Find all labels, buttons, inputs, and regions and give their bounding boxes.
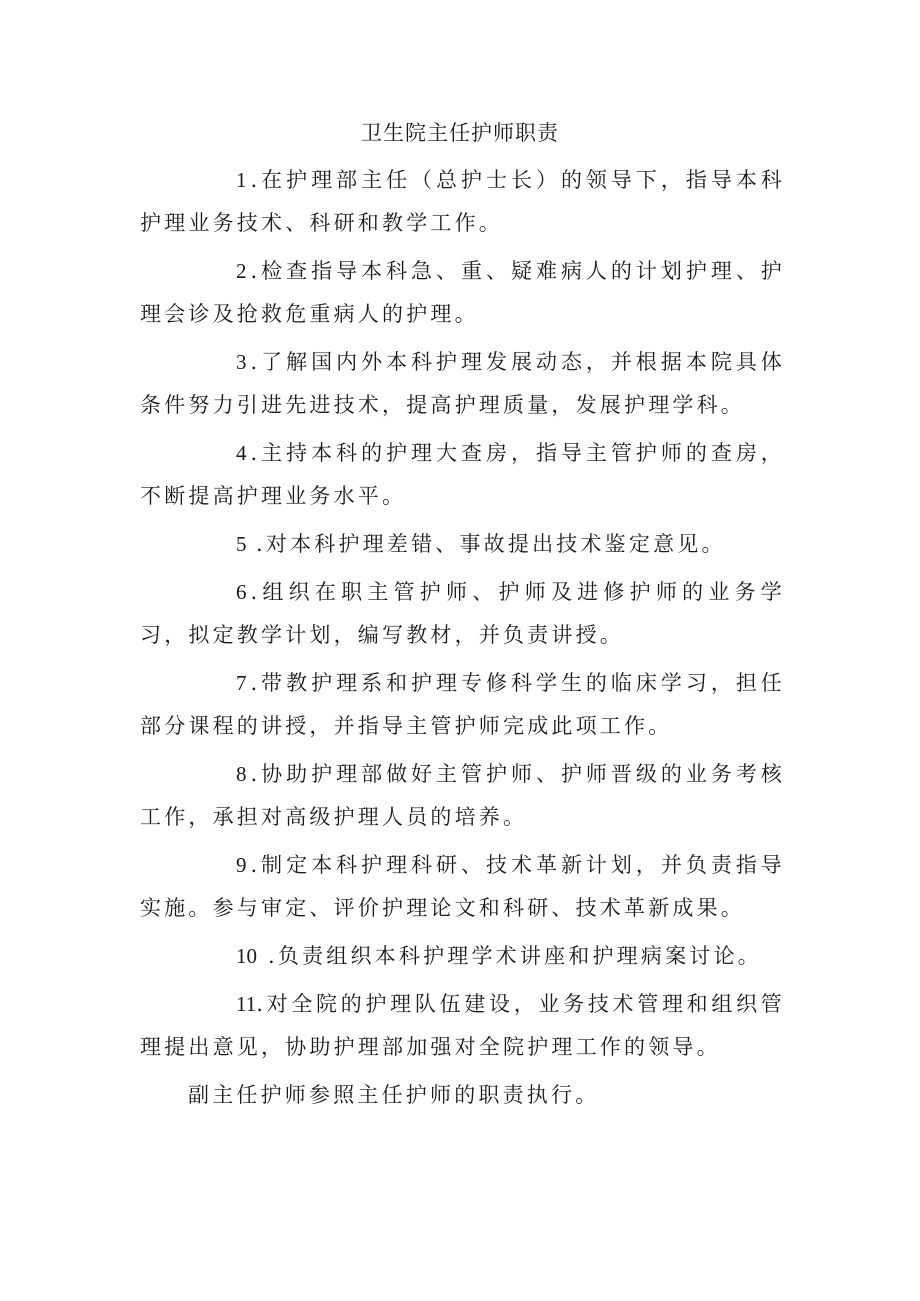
item-number: 9 xyxy=(236,853,247,877)
item-text: .检查指导本科急、重、疑难病人的计划护理、护理会诊及抢救危重病人的护理。 xyxy=(140,259,785,326)
duty-item-8 xyxy=(140,753,785,839)
item-number: 8 xyxy=(236,762,247,786)
duty-item-7 xyxy=(140,662,785,748)
document-title: 卫生院主任护师职责 xyxy=(361,121,559,145)
item-number: 7 xyxy=(236,671,247,695)
item-text: .在护理部主任（总护士长）的领导下，指导本科护理业务技术、科研和教学工作。 xyxy=(140,168,785,235)
item-number: 5 xyxy=(236,532,247,556)
duty-item-3 xyxy=(140,341,785,427)
item-number: 3 xyxy=(236,350,247,374)
item-number: 10 xyxy=(236,944,257,968)
duty-item-11 xyxy=(140,983,785,1069)
item-text: .负责组织本科护理学术讲座和护理病案讨论。 xyxy=(268,944,762,968)
item-text: .协助护理部做好主管护师、护师晋级的业务考核工作，承担对高级护理人员的培养。 xyxy=(140,762,785,829)
item-number: 1 xyxy=(236,168,247,192)
duty-item-4 xyxy=(140,432,785,518)
document-body xyxy=(140,159,785,1117)
closing-note: 副主任护师参照主任护师的职责执行。 xyxy=(188,1083,600,1107)
item-text: .组织在职主管护师、护师及进修护师的业务学习，拟定教学计划，编写教材，并负责讲授。 xyxy=(140,580,785,647)
duty-item-6 xyxy=(140,571,785,657)
duty-item-10 xyxy=(140,935,785,978)
item-text: .带教护理系和护理专修科学生的临床学习，担任部分课程的讲授，并指导主管护师完成此项工作。 xyxy=(140,671,785,738)
item-text: .对本科护理差错、事故提出技术鉴定意见。 xyxy=(256,532,726,556)
item-number: 4 xyxy=(236,441,247,465)
item-number: 6 xyxy=(236,580,247,604)
item-text: .制定本科护理科研、技术革新计划，并负责指导实施。参与审定、评价护理论文和科研、技术革新成果。 xyxy=(140,853,785,920)
duty-item-1 xyxy=(140,159,785,245)
item-text: .对全院的护理队伍建设，业务技术管理和组织管理提出意见，协助护理部加强对全院护理工作的领导。 xyxy=(140,992,785,1059)
item-number: 11 xyxy=(236,992,257,1016)
item-text: .主持本科的护理大查房，指导主管护师的查房，不断提高护理业务水平。 xyxy=(140,441,785,508)
duty-item-5 xyxy=(140,523,785,566)
item-text: .了解国内外本科护理发展动态，并根据本院具体条件努力引进先进技术，提高护理质量，发展护理学科。 xyxy=(140,350,785,417)
duty-item-2 xyxy=(140,250,785,336)
duty-item-9 xyxy=(140,844,785,930)
item-number: 2 xyxy=(236,259,247,283)
